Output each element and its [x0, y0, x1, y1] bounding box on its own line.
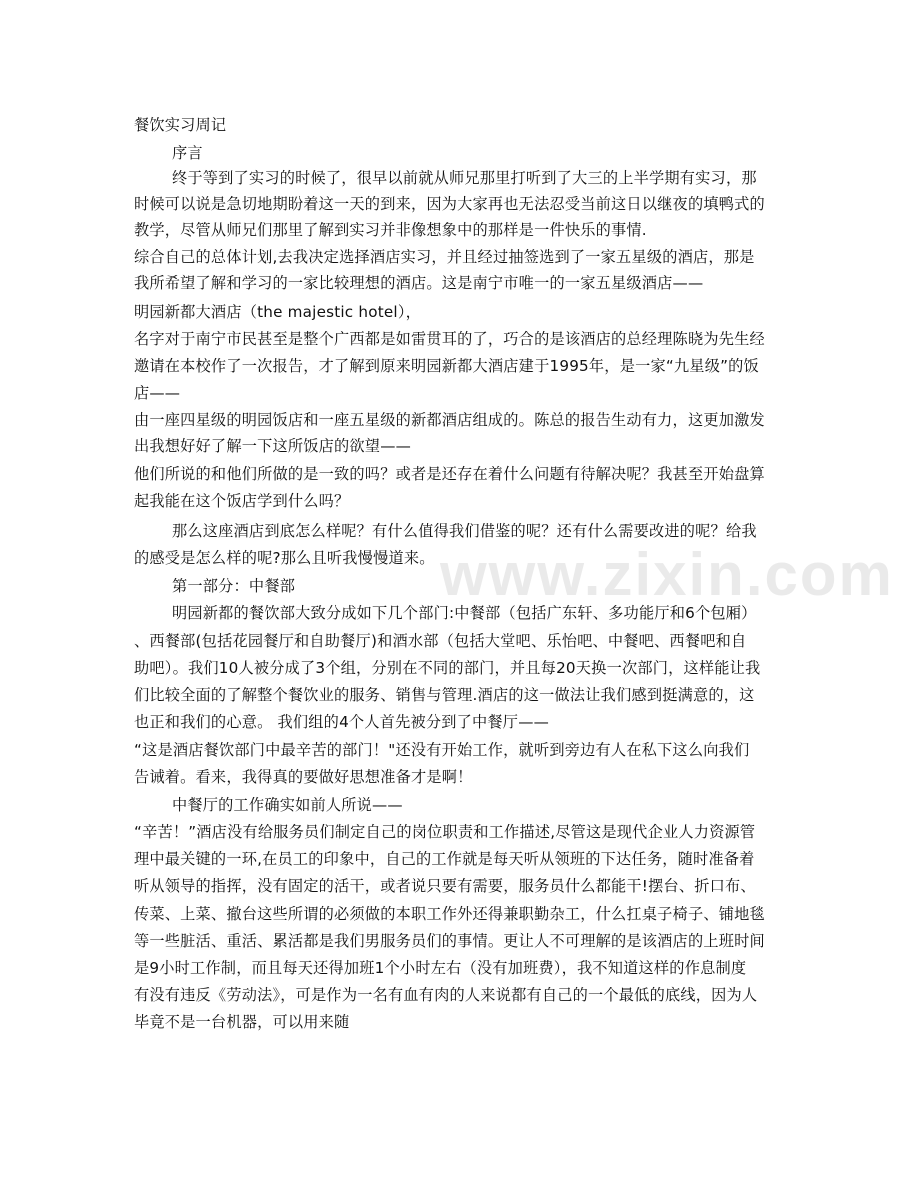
text-line: 们比较全面的了解整个餐饮业的服务、销售与管理.酒店的这一做法让我们感到挺满意的，这 — [134, 686, 755, 704]
text-line: 起我能在这个饭店学到什么吗？ — [134, 492, 350, 510]
text-line: 出我想好好了解一下这所饭店的欲望—— — [134, 437, 411, 455]
text-line: 名字对于南宁市民甚至是整个广西都是如雷贯耳的了，巧合的是该酒店的总经理陈晓为先生经 — [134, 330, 765, 348]
text-line: 助吧）。我们10人被分成了3个组，分别在不同的部门，并且每20天换一次部门，这样能让我 — [134, 659, 761, 677]
text-line: “辛苦！”酒店没有给服务员们制定自己的岗位职责和工作描述,尽管这是现代企业人力资源管 — [134, 823, 756, 841]
text-line: 等一些脏活、重活、累活都是我们男服务员们的事情。更让人不可理解的是该酒店的上班时间 — [134, 932, 765, 950]
text-line: 理中最关键的一环,在员工的印象中，自己的工作就是每天听从领班的下达任务，随时准备着 — [134, 850, 755, 868]
section-heading-part-one: 第一部分：中餐部 — [172, 577, 296, 595]
text-line: 教学，尽管从师兄们那里了解到实习并非像想象中的那样是一件快乐的事情. — [134, 221, 647, 239]
text-line: 毕竟不是一台机器，可以用来随 — [134, 1013, 350, 1031]
text-line: 综合自己的总体计划,去我决定选择酒店实习，并且经过抽签选到了一家五星级的酒店，那是 — [134, 248, 755, 266]
text-line: 告诫着。看来，我得真的要做好思想准备才是啊！ — [134, 768, 473, 786]
text-line: 也正和我们的心意。 我们组的4个人首先被分到了中餐厅—— — [134, 713, 549, 731]
text-line: 店—— — [134, 384, 181, 402]
text-line: 邀请在本校作了一次报告，才了解到原来明园新都大酒店建于1995年，是一家“九星级”的饭 — [134, 357, 759, 375]
text-line: 听从领导的指挥，没有固定的活干，或者说只要有需要，服务员什么都能干!摆台、折口布、 — [134, 877, 756, 895]
section-heading-preface: 序言 — [172, 144, 203, 162]
text-line: “这是酒店餐饮部门中最辛苦的部门！"还没有开始工作，就听到旁边有人在私下这么向我们 — [134, 741, 750, 759]
text-line: 是9小时工作制，而且每天还得加班1个小时左右（没有加班费），我不知道这样的作息制度 — [134, 959, 747, 977]
text-line: 有没有违反《劳动法》，可是作为一名有血有肉的人来说都有自己的一个最低的底线，因为人 — [134, 986, 758, 1004]
text-line: 明园新都大酒店（the majestic hotel）， — [134, 303, 421, 321]
text-line: 终于等到了实习的时候了，很早以前就从师兄那里打听到了大三的上半学期有实习，那 — [172, 169, 757, 187]
text-line: 由一座四星级的明园饭店和一座五星级的新都酒店组成的。陈总的报告生动有力，这更加激发 — [134, 411, 765, 429]
watermark: www.zixin.com — [440, 541, 894, 608]
text-line: 传菜、上菜、撤台这些所谓的必须做的本职工作外还得兼职勤杂工，什么扛桌子椅子、铺地毯 — [134, 905, 765, 923]
text-line: 明园新都的餐饮部大致分成如下几个部门:中餐部（包括广东轩、多功能厅和6个包厢） — [172, 604, 757, 622]
text-line: 的感受是怎么样的呢?那么且听我慢慢道来。 — [134, 549, 435, 567]
text-line: 那么这座酒店到底怎么样呢？有什么值得我们借鉴的呢？还有什么需要改进的呢？给我 — [172, 522, 757, 540]
document-title: 餐饮实习周记 — [134, 116, 227, 134]
text-line: 我所希望了解和学习的一家比较理想的酒店。这是南宁市唯一的一家五星级酒店—— — [134, 274, 704, 292]
text-line: 中餐厅的工作确实如前人所说—— — [172, 796, 403, 814]
text-line: 时候可以说是急切地期盼着这一天的到来，因为大家再也无法忍受当前这日以继夜的填鸭式的 — [134, 195, 765, 213]
text-line: 、西餐部(包括花园餐厅和自助餐厅)和酒水部（包括大堂吧、乐怡吧、中餐吧、西餐吧和自 — [134, 632, 747, 650]
text-line: 他们所说的和他们所做的是一致的吗？或者是还存在着什么问题有待解决呢？我甚至开始盘算 — [134, 465, 765, 483]
